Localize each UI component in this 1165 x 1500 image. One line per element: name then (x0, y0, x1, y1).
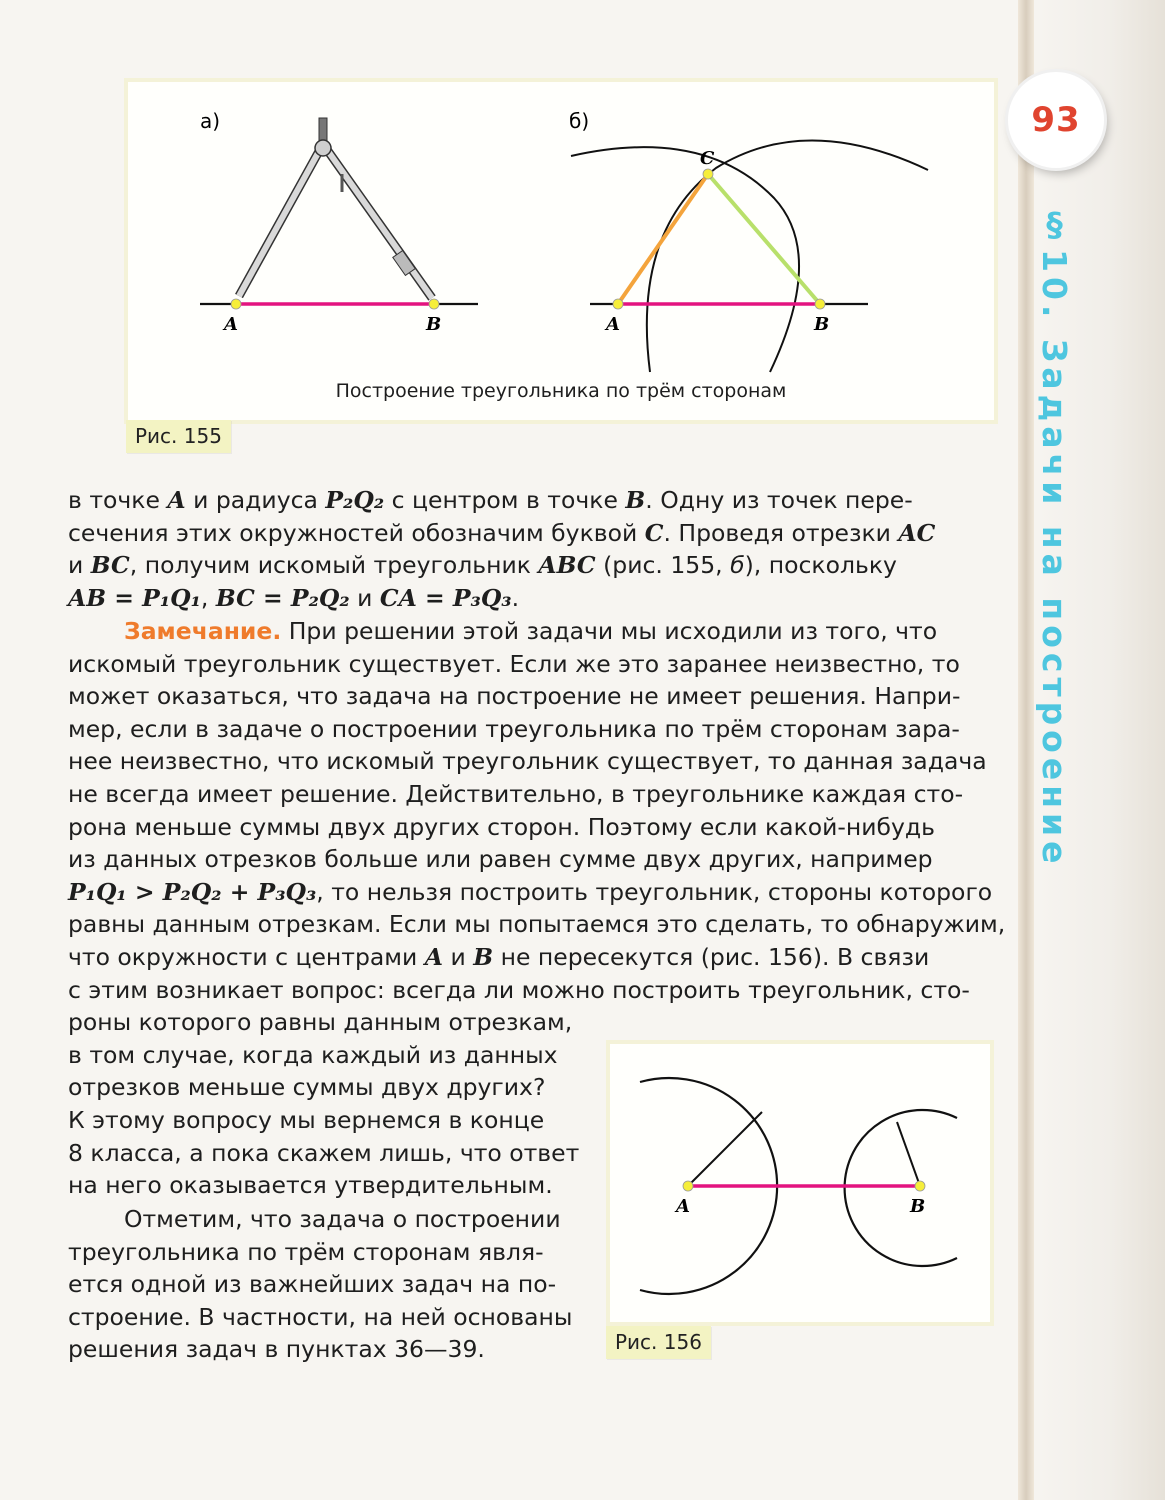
text-run: Отметим, что задача о построении (124, 1205, 561, 1233)
text-line (68, 713, 1005, 746)
text-line (68, 974, 1005, 1007)
text-line (68, 615, 1005, 648)
figure-155-drawing (128, 82, 994, 420)
text-run: сечения этих окружностей обозначим буквой (68, 518, 645, 547)
text-run: может оказаться, что задача на построение не имеет решения. Напри- (68, 682, 961, 711)
math-expression: B (473, 942, 494, 971)
text-run: и радиуса (185, 486, 326, 514)
math-expression: C (644, 518, 664, 547)
panel-a-label-a: A (224, 314, 238, 335)
paragraph-3 (68, 1203, 572, 1366)
text-run: . (511, 583, 520, 612)
text-run: в том случае, когда каждый из данных (68, 1040, 558, 1069)
math-expression: A (424, 942, 444, 971)
text-line (68, 549, 935, 582)
text-run: равны данным отрезкам. Если мы попытаемся это сделать, то обнаружим, (68, 910, 1006, 939)
text-run: не пересекутся (рис. 156). В связи (493, 942, 930, 971)
math-expression: CA = P₃Q₃ (379, 583, 512, 612)
text-run: ется одной из важнейших задач на по- (68, 1270, 557, 1299)
text-run: и (443, 942, 474, 971)
text-run: не всегда имеет решение. Действительно, в треугольнике каждая сто- (68, 779, 964, 808)
text-run: искомый треугольник существует. Если же это заранее неизвестно, то (68, 649, 960, 678)
paragraph-1 (68, 484, 935, 614)
text-run: роны которого равны данным отрезкам, (68, 1008, 573, 1037)
text-run: ), поскольку (744, 551, 897, 580)
text-run: . Одну из точек пере- (645, 486, 913, 514)
text-run: , получим искомый треугольник (129, 551, 539, 580)
text-run: и (349, 583, 380, 612)
text-line (68, 582, 935, 615)
text-line (68, 1333, 572, 1366)
math-expression: AC (898, 518, 936, 547)
figure-155 (124, 78, 998, 424)
math-expression: BC (90, 551, 130, 580)
figure-156-drawing (610, 1044, 990, 1322)
text-line (68, 484, 935, 517)
radius-a (688, 1112, 762, 1186)
panel-b-point-c (703, 169, 713, 179)
panel-a-label: а) (200, 109, 221, 133)
text-line (68, 517, 935, 550)
text-run: , то нельзя построить треугольник, стороны которого (316, 877, 993, 906)
panel-a-label-b: B (426, 314, 442, 335)
text-run: отрезков меньше суммы двух других? (68, 1073, 546, 1102)
point-b (915, 1181, 925, 1191)
text-run: (рис. 155, (595, 551, 731, 580)
figure-156 (606, 1040, 994, 1326)
radius-b (897, 1122, 920, 1186)
math-expression: A (167, 486, 186, 514)
book-binding (1018, 0, 1034, 1500)
label-a: A (676, 1196, 690, 1217)
text-line (68, 1301, 572, 1334)
page-number: 93 (1031, 100, 1081, 140)
math-expression: B (625, 486, 646, 514)
figure-156-tag: Рис. 156 (606, 1326, 711, 1359)
text-run: К этому вопросу мы вернемся в конце (68, 1105, 545, 1134)
text-line (68, 811, 1005, 844)
text-run: с этим возникает вопрос: всегда ли можно построить треугольник, сто- (68, 975, 970, 1004)
point-a (683, 1181, 693, 1191)
section-title: §10. Задачи на построение (1035, 205, 1074, 869)
arc-centered-b (647, 140, 928, 372)
text-line (68, 680, 1005, 713)
text-line (68, 1203, 572, 1236)
panel-b-point-a (613, 299, 623, 309)
arc-centered-a (571, 147, 799, 372)
text-run: решения задач в пунктах 36—39. (68, 1335, 485, 1364)
text-run: рона меньше суммы двух других сторон. Поэтому если какой-нибудь (68, 812, 936, 841)
text-line (68, 941, 1005, 974)
segment-bc (708, 174, 820, 304)
text-run: на него оказывается утвердительным. (68, 1171, 553, 1200)
text-line (68, 843, 1005, 876)
page-number-badge (1008, 72, 1104, 168)
text-run: строение. В частности, на ней основаны (68, 1302, 573, 1331)
panel-b-label: б) (569, 109, 590, 133)
text-line (68, 1268, 572, 1301)
text-line (68, 908, 1005, 941)
math-expression: ABC (538, 551, 596, 580)
figure-155-tag: Рис. 155 (126, 420, 231, 453)
panel-b-label-c: C (700, 148, 715, 169)
segment-ac (618, 174, 708, 304)
text-line (68, 745, 1005, 778)
label-b: B (910, 1196, 926, 1217)
text-run: нее неизвестно, что искомый треугольник существует, то данная задача (68, 747, 987, 776)
panel-b-label-a: A (606, 314, 620, 335)
text-line (68, 778, 1005, 811)
text-run: в точке (68, 486, 168, 514)
text-run: , (200, 583, 216, 612)
text-run: из данных отрезков больше или равен сумме двух других, например (68, 845, 933, 874)
panel-b-label-b: B (814, 314, 830, 335)
text-run: и (68, 551, 91, 580)
text-run: 8 класса, а пока скажем лишь, что ответ (68, 1138, 580, 1167)
math-expression: P₂Q₂ (325, 486, 385, 514)
text-line (68, 648, 1005, 681)
text-run: . Проведя отрезки (663, 518, 899, 547)
compass-icon (239, 118, 432, 298)
text-run: что окружности с центрами (68, 942, 425, 971)
math-expression: BC = P₂Q₂ (215, 583, 350, 612)
panel-a-point-b (429, 299, 439, 309)
text-run: При решении этой задачи мы исходили из того, что (281, 617, 938, 645)
math-expression: P₁Q₁ > P₂Q₂ + P₃Q₃ (68, 877, 317, 906)
figure-155-caption: Построение треугольника по трём сторонам (335, 380, 787, 402)
note-label: Замечание. (124, 617, 282, 645)
text-line (68, 1006, 1005, 1039)
math-expression: AB = P₁Q₁ (68, 583, 201, 612)
text-run: с центром в точке (384, 486, 626, 514)
text-line (68, 1236, 572, 1269)
panel-a-point-a (231, 299, 241, 309)
panel-b-point-b (815, 299, 825, 309)
italic-text: б (730, 551, 745, 580)
text-line (68, 876, 1005, 909)
text-run: мер, если в задаче о построении треугольника по трём сторонам зара- (68, 714, 960, 743)
text-run: треугольника по трём сторонам явля- (68, 1237, 544, 1266)
